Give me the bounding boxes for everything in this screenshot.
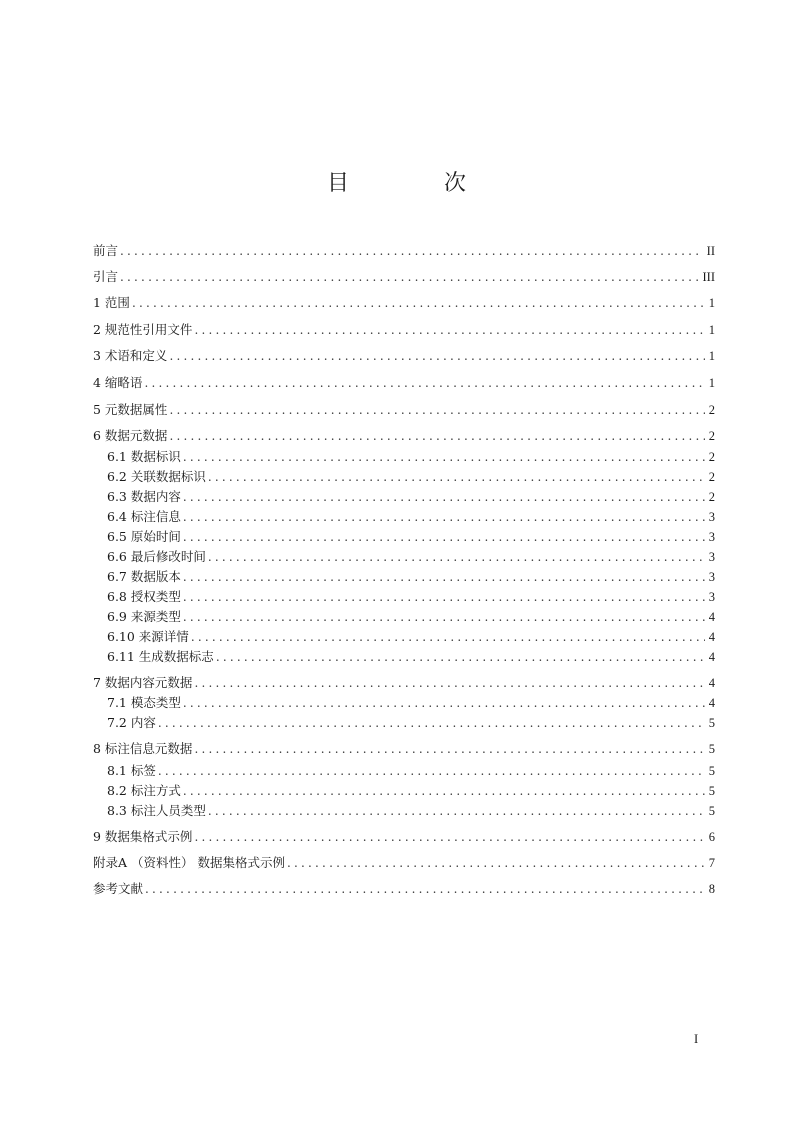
toc-dot-leader [183, 508, 705, 526]
toc-entry-label: 1 范围 [93, 295, 130, 310]
toc-entry[interactable] [93, 294, 715, 312]
toc-dot-leader [194, 828, 704, 846]
toc-entry-page: 4 [708, 630, 715, 644]
toc-entry-page: 4 [708, 650, 715, 664]
toc-dot-leader [287, 854, 705, 872]
toc-entry-page: 3 [708, 550, 715, 564]
toc-entry[interactable] [93, 854, 715, 872]
toc-entry[interactable] [93, 374, 715, 392]
toc-entry-page: 2 [708, 403, 715, 417]
toc-dot-leader [208, 548, 705, 566]
toc-dot-leader [194, 674, 704, 692]
toc-entry[interactable] [107, 714, 715, 732]
toc-entry[interactable] [93, 674, 715, 692]
toc-dot-leader [191, 628, 705, 646]
toc-dot-leader [194, 740, 704, 758]
toc-entry-label: 6.6 最后修改时间 [107, 549, 206, 564]
toc-entry-page: 3 [708, 590, 715, 604]
toc-entry-page: 3 [708, 570, 715, 584]
toc-dot-leader [144, 374, 704, 392]
toc-entry[interactable] [107, 694, 715, 712]
toc-entry-page: 2 [708, 429, 715, 443]
toc-entry-page: 6 [708, 830, 715, 844]
toc-entry-page: 1 [708, 323, 715, 337]
toc-entry-page: 7 [708, 856, 715, 870]
toc-dot-leader [145, 880, 705, 898]
toc-entry[interactable] [107, 608, 715, 626]
toc-entry-label: 引言 [93, 269, 119, 284]
toc-entry[interactable] [93, 880, 715, 898]
toc-entry-label: 9 数据集格式示例 [93, 829, 193, 844]
toc-dot-leader [208, 468, 705, 486]
toc-dot-leader [169, 347, 704, 365]
toc-entry-page: 5 [708, 716, 715, 730]
toc-dot-leader [183, 528, 705, 546]
toc-entry-label: 2 规范性引用文件 [93, 322, 193, 337]
toc-entry-label: 7 数据内容元数据 [93, 675, 193, 690]
toc-dot-leader [183, 568, 705, 586]
toc-entry[interactable] [93, 427, 715, 445]
toc-entry-page: 8 [708, 882, 715, 896]
toc-entry[interactable] [107, 468, 715, 486]
toc-entry-page: 4 [708, 676, 715, 690]
page-title: 目 次 [327, 171, 510, 196]
toc-entry-label: 8 标注信息元数据 [93, 741, 193, 756]
toc-entry-label: 3 术语和定义 [93, 348, 168, 363]
toc-entry[interactable] [107, 528, 715, 546]
toc-dot-leader [169, 401, 704, 419]
toc-entry[interactable] [93, 268, 715, 286]
toc-entry-label: 6.1 数据标识 [107, 449, 181, 464]
toc-entry[interactable] [107, 588, 715, 606]
toc-entry-page: II [706, 244, 715, 258]
toc-entry-page: 1 [708, 349, 715, 363]
footer-page-number: I [694, 1032, 699, 1046]
toc-dot-leader [169, 427, 704, 445]
toc-dot-leader [120, 268, 698, 286]
toc-entry[interactable] [107, 568, 715, 586]
toc-dot-leader [216, 648, 705, 666]
toc-entry-page: 5 [708, 742, 715, 756]
toc-dot-leader [120, 242, 703, 260]
toc-dot-leader [183, 488, 705, 506]
toc-dot-leader [208, 802, 705, 820]
toc-entry[interactable] [93, 321, 715, 339]
toc-entry[interactable] [107, 802, 715, 820]
toc-dot-leader [194, 321, 704, 339]
toc-entry-label: 6.7 数据版本 [107, 569, 181, 584]
toc-entry[interactable] [93, 242, 715, 260]
toc-entry[interactable] [107, 762, 715, 780]
toc-entry-page: 5 [708, 764, 715, 778]
toc-entry-page: 3 [708, 530, 715, 544]
toc-entry-label: 6.11 生成数据标志 [107, 649, 214, 664]
toc-entry[interactable] [107, 448, 715, 466]
toc-entry[interactable] [107, 488, 715, 506]
toc-entry-page: 5 [708, 784, 715, 798]
toc-entry-page: 1 [708, 376, 715, 390]
toc-entry[interactable] [93, 347, 715, 365]
toc-entry-label: 8.3 标注人员类型 [107, 803, 206, 818]
toc-entry-page: 4 [708, 696, 715, 710]
toc-dot-leader [183, 448, 705, 466]
toc-entry-label: 6.8 授权类型 [107, 589, 181, 604]
toc-entry-label: 6 数据元数据 [93, 428, 168, 443]
toc-entry-label: 8.1 标签 [107, 763, 156, 778]
toc-dot-leader [158, 762, 705, 780]
toc-entry-label: 6.3 数据内容 [107, 489, 181, 504]
toc-entry-label: 6.10 来源详情 [107, 629, 189, 644]
toc-entry-label: 6.9 来源类型 [107, 609, 181, 624]
toc-entry-label: 附录A （资料性） 数据集格式示例 [93, 855, 285, 870]
toc-entry[interactable] [107, 648, 715, 666]
toc-dot-leader [132, 294, 705, 312]
toc-entry-label: 前言 [93, 243, 119, 258]
toc-entry-page: 2 [708, 470, 715, 484]
toc-entry-page: 1 [708, 296, 715, 310]
toc-entry-page: 3 [708, 510, 715, 524]
toc-entry-label: 4 缩略语 [93, 375, 143, 390]
toc-dot-leader [183, 608, 705, 626]
toc-entry[interactable] [93, 828, 715, 846]
toc-entry-label: 6.5 原始时间 [107, 529, 181, 544]
toc-dot-leader [158, 714, 705, 732]
toc-entry-label: 8.2 标注方式 [107, 783, 181, 798]
toc-entry-label: 7.2 内容 [107, 715, 156, 730]
toc-entry-page: 5 [708, 804, 715, 818]
toc-entry-label: 参考文献 [93, 881, 144, 896]
toc-entry-label: 6.4 标注信息 [107, 509, 181, 524]
toc-entry-page: 2 [708, 490, 715, 504]
toc-entry-page: 2 [708, 450, 715, 464]
toc-entry[interactable] [93, 401, 715, 419]
toc-entry[interactable] [107, 508, 715, 526]
toc-entry-label: 5 元数据属性 [93, 402, 168, 417]
toc-entry-page: III [702, 270, 715, 284]
toc-dot-leader [183, 782, 705, 800]
toc-entry[interactable] [107, 628, 715, 646]
toc-dot-leader [183, 694, 705, 712]
toc-entry-page: 4 [708, 610, 715, 624]
toc-entry[interactable] [107, 782, 715, 800]
toc-entry[interactable] [107, 548, 715, 566]
toc-entry-label: 7.1 模态类型 [107, 695, 181, 710]
toc-dot-leader [183, 588, 705, 606]
toc-entry[interactable] [93, 740, 715, 758]
toc-entry-label: 6.2 关联数据标识 [107, 469, 206, 484]
